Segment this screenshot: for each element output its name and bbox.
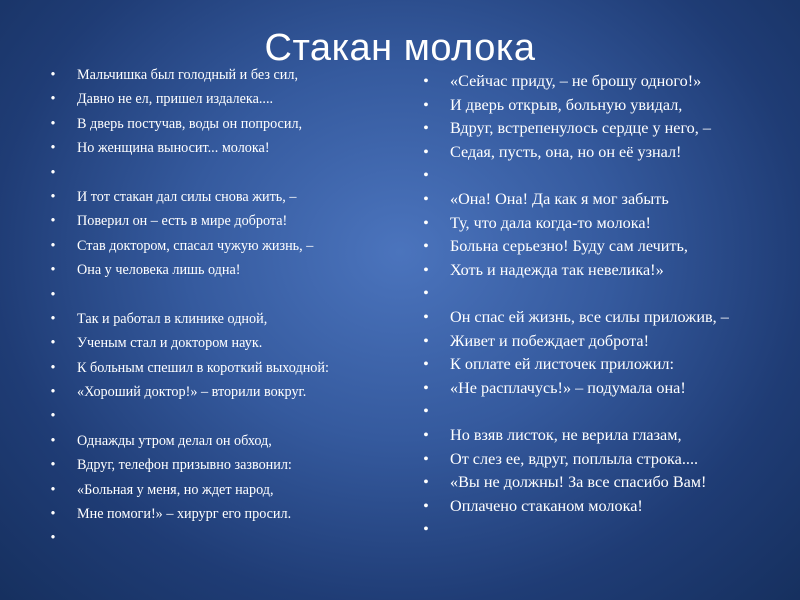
line-text: К оплате ей листочек приложил:	[450, 355, 674, 374]
poem-line	[47, 456, 387, 474]
slide-title: Стакан молока	[264, 27, 536, 69]
poem-line-empty	[420, 520, 765, 539]
poem-line	[420, 379, 765, 398]
bullet-icon: •	[50, 481, 56, 498]
line-text: Однажды утром делал он обход,	[77, 432, 272, 449]
line-text: Так и работал в клинике одной,	[77, 310, 268, 327]
bullet-icon: •	[423, 119, 429, 138]
poem-line	[47, 261, 387, 279]
poem-line	[47, 90, 387, 108]
poem-line	[47, 139, 387, 157]
poem-line	[47, 188, 387, 206]
poem-line	[420, 308, 765, 327]
line-text: «Хороший доктор!» – вторили вокруг.	[77, 384, 307, 401]
line-text: «Вы не должны! За все спасибо Вам!	[450, 473, 707, 492]
bullet-icon: •	[50, 91, 56, 108]
poem-line	[420, 96, 765, 115]
line-text: И дверь открыв, больную увидал,	[450, 95, 683, 114]
bullet-icon: •	[423, 331, 429, 350]
bullet-icon: •	[50, 359, 56, 376]
bullet-icon: •	[423, 213, 429, 232]
poem-line	[420, 237, 765, 256]
bullet-icon: •	[423, 425, 429, 444]
bullet-icon: •	[50, 67, 56, 83]
line-text: Давно не ел, пришел издалека....	[77, 91, 274, 108]
bullet-icon: •	[50, 237, 56, 254]
bullet-icon: •	[50, 286, 56, 303]
poem-column-right	[420, 72, 765, 544]
poem-line	[420, 261, 765, 280]
poem-line	[47, 237, 387, 255]
poem-line-empty	[47, 407, 387, 425]
bullet-icon: •	[50, 530, 56, 547]
bullet-icon: •	[423, 402, 429, 421]
poem-line	[47, 383, 387, 401]
line-text: Поверил он – есть в мире доброта!	[77, 213, 288, 230]
line-text: От слез ее, вдруг, поплыла строка....	[450, 449, 699, 468]
bullet-icon: •	[50, 384, 56, 401]
line-text: Мальчишка был голодный и без сил,	[77, 67, 298, 83]
line-text: В дверь постучав, воды он попросил,	[77, 115, 303, 132]
bullet-icon: •	[50, 408, 56, 425]
poem-column-left	[47, 66, 387, 554]
poem-line	[47, 334, 387, 352]
bullet-icon: •	[423, 142, 429, 161]
line-text: Ту, что дала когда-то молока!	[450, 213, 651, 232]
line-text: Живет и побеждает доброта!	[450, 331, 649, 350]
bullet-icon: •	[423, 260, 429, 279]
line-text: «Не расплачусь!» – подумала она!	[450, 378, 686, 397]
bullet-icon: •	[50, 213, 56, 230]
poem-line	[420, 332, 765, 351]
bullet-icon: •	[423, 449, 429, 468]
bullet-icon: •	[50, 432, 56, 449]
line-text: Вдруг, встрепенулось сердце у него, –	[450, 119, 711, 138]
poem-line	[47, 505, 387, 523]
bullet-icon: •	[423, 72, 429, 90]
bullet-icon: •	[423, 378, 429, 397]
line-text: Вдруг, телефон призывно зазвонил:	[77, 457, 292, 474]
poem-line	[47, 359, 387, 377]
bullet-icon: •	[50, 115, 56, 132]
poem-line	[47, 481, 387, 499]
poem-line	[47, 66, 387, 84]
poem-line	[420, 119, 765, 138]
bullet-icon: •	[423, 355, 429, 374]
bullet-icon: •	[50, 506, 56, 523]
poem-line	[420, 355, 765, 374]
poem-line-empty	[47, 529, 387, 547]
line-text: Но женщина выносит... молока!	[77, 140, 270, 157]
line-text: Оплачено стаканом молока!	[450, 496, 643, 515]
bullet-icon: •	[423, 95, 429, 114]
poem-line	[47, 310, 387, 328]
bullet-icon: •	[423, 166, 429, 185]
poem-line	[420, 214, 765, 233]
line-text: Ученым стал и доктором наук.	[77, 335, 263, 352]
bullet-icon: •	[50, 457, 56, 474]
poem-line	[47, 432, 387, 450]
line-text: Мне помоги!» – хирург его просил.	[77, 506, 292, 523]
line-text: Но взяв листок, не верила глазам,	[450, 425, 682, 444]
line-text: Больна серьезно! Буду сам лечить,	[450, 237, 688, 256]
bullet-icon: •	[423, 284, 429, 303]
line-text: Став доктором, спасал чужую жизнь, –	[77, 237, 314, 254]
poem-line	[47, 115, 387, 133]
poem-line	[420, 143, 765, 162]
poem-line-empty	[420, 284, 765, 303]
bullet-icon: •	[423, 473, 429, 492]
line-text: «Сейчас приду, – не брошу одного!»	[450, 72, 702, 90]
bullet-icon: •	[423, 189, 429, 208]
line-text: Он спас ей жизнь, все силы приложив, –	[450, 307, 729, 326]
line-text: Седая, пусть, она, но он её узнал!	[450, 142, 682, 161]
poem-line	[420, 426, 765, 445]
line-text: «Больная у меня, но ждет народ,	[77, 481, 274, 498]
poem-line-empty	[47, 164, 387, 182]
line-text: Хоть и надежда так невелика!»	[450, 260, 664, 279]
poem-line-empty	[420, 402, 765, 421]
bullet-icon: •	[50, 140, 56, 157]
poem-line-empty	[420, 166, 765, 185]
poem-line	[420, 72, 765, 91]
bullet-icon: •	[423, 307, 429, 326]
bullet-icon: •	[50, 310, 56, 327]
bullet-icon: •	[50, 164, 56, 181]
poem-line-empty	[47, 286, 387, 304]
bullet-icon: •	[423, 520, 429, 539]
bullet-icon: •	[50, 262, 56, 279]
line-text: «Она! Она! Да как я мог забыть	[450, 189, 669, 208]
poem-line	[47, 212, 387, 230]
bullet-icon: •	[50, 188, 56, 205]
poem-line	[420, 473, 765, 492]
bullet-icon: •	[423, 496, 429, 515]
poem-line	[420, 190, 765, 209]
poem-line	[420, 497, 765, 516]
line-text: Она у человека лишь одна!	[77, 262, 241, 279]
bullet-icon: •	[423, 237, 429, 256]
poem-line	[420, 450, 765, 469]
line-text: К больным спешил в короткий выходной:	[77, 359, 329, 376]
line-text: И тот стакан дал силы снова жить, –	[77, 188, 297, 205]
bullet-icon: •	[50, 335, 56, 352]
